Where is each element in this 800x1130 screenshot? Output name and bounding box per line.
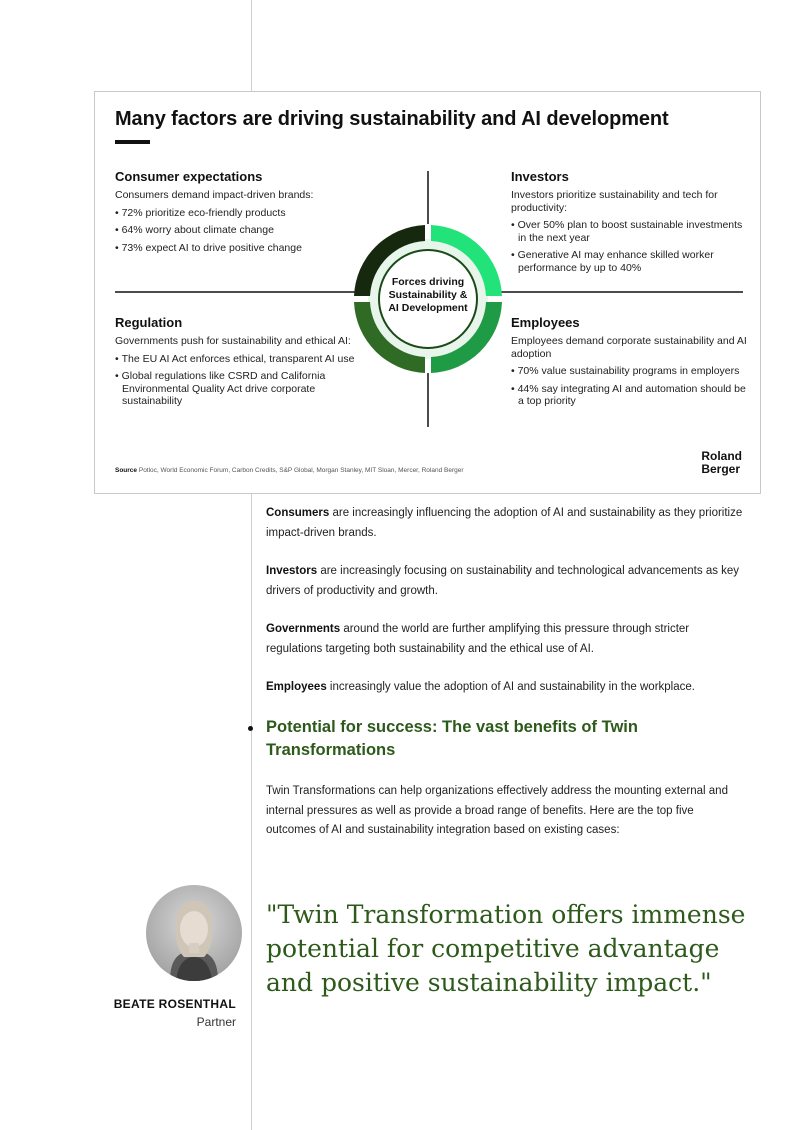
logo-line1: Roland [701,449,742,463]
infographic-card [94,91,761,494]
investors-heading: Investors [511,169,569,184]
employees-bullets [511,365,747,408]
person-photo-icon [146,885,242,981]
bullet-item: • Generative AI may enhance skilled worker performance by up to 40% [511,249,747,274]
paragraph-rest: are increasingly focusing on sustainability and technological advancements as key drivers of productivity and growth. [266,565,740,597]
source-text: Potloc, World Economic Forum, Carbon Credits, S&P Global, Morgan Stanley, MIT Sloan, Mercer, Roland Berger [138,467,464,474]
bullet-item: • 72% prioritize eco-friendly products [115,207,355,220]
investors-block [511,169,747,279]
regulation-bullets [115,353,355,408]
section-bullet [248,726,253,731]
employees-heading: Employees [511,315,580,330]
paragraph-lead: Investors [266,565,318,577]
paragraph-rest: are increasingly influencing the adoption of AI and sustainability as they prioritize impact-driven brands. [266,507,743,539]
paragraph-consumers [266,504,746,543]
title-underline [115,140,150,144]
center-label-line1: Forces driving [391,276,465,288]
logo-line2: Berger [701,462,741,476]
paragraph-lead: Employees [266,681,327,693]
person-name: BEATE ROSENTHAL [113,997,236,1011]
bullet-item: • Global regulations like CSRD and California Environmental Quality Act drive corporate sustainability [115,370,355,408]
source-label: Source [115,467,138,474]
roland-berger-logo [701,450,742,476]
paragraph-employees [266,678,746,698]
bullet-item: • 44% say integrating AI and automation should be a top priority [511,383,747,408]
bullet-item: • 73% expect AI to drive positive change [115,242,355,255]
center-label-line3: AI Development [388,302,468,314]
paragraph-lead: Governments [266,623,341,635]
investors-bullets [511,219,747,274]
paragraph-rest: around the world are further amplifying this pressure through stricter regulations targeting both sustainability and the ethical use of AI. [266,623,690,655]
consumer-intro: Consumers demand impact-driven brands: [115,189,314,201]
card-title: Many factors are driving sustainability and AI development [115,108,669,130]
consumer-heading: Consumer expectations [115,169,263,184]
investors-intro: Investors prioritize sustainability and tech for productivity: [511,189,718,214]
consumer-expectations-block [115,169,355,259]
paragraph-governments [266,620,746,659]
avatar [146,885,242,981]
person-role: Partner [196,1015,236,1029]
bullet-item: • 70% value sustainability programs in employers [511,365,747,378]
regulation-block [115,315,355,413]
consumer-bullets [115,207,355,255]
pull-quote: "Twin Transformation offers immense potential for competitive advantage and positive sustainability impact." [266,900,746,997]
regulation-heading: Regulation [115,315,183,330]
source-note [115,467,464,474]
paragraph-lead: Consumers [266,507,330,519]
section-body: Twin Transformations can help organizations effectively address the mounting external and internal pressures as well as provide a broad range of benefits. Here are the top five outcomes of AI and sustainability integration based on existing cases: [266,785,728,836]
bullet-item: • Over 50% plan to boost sustainable investments in the next year [511,219,747,244]
employees-block [511,315,747,413]
bullet-item: • The EU AI Act enforces ethical, transparent AI use [115,353,355,366]
paragraph-investors [266,562,746,601]
employees-intro: Employees demand corporate sustainability and AI adoption [511,335,747,360]
paragraph-rest: increasingly value the adoption of AI and sustainability in the workplace. [326,681,695,693]
center-label-line2: Sustainability & [388,289,468,301]
section-title: Potential for success: The vast benefits of Twin Transformations [266,718,638,759]
regulation-intro: Governments push for sustainability and ethical AI: [115,335,351,347]
bullet-item: • 64% worry about climate change [115,224,355,237]
